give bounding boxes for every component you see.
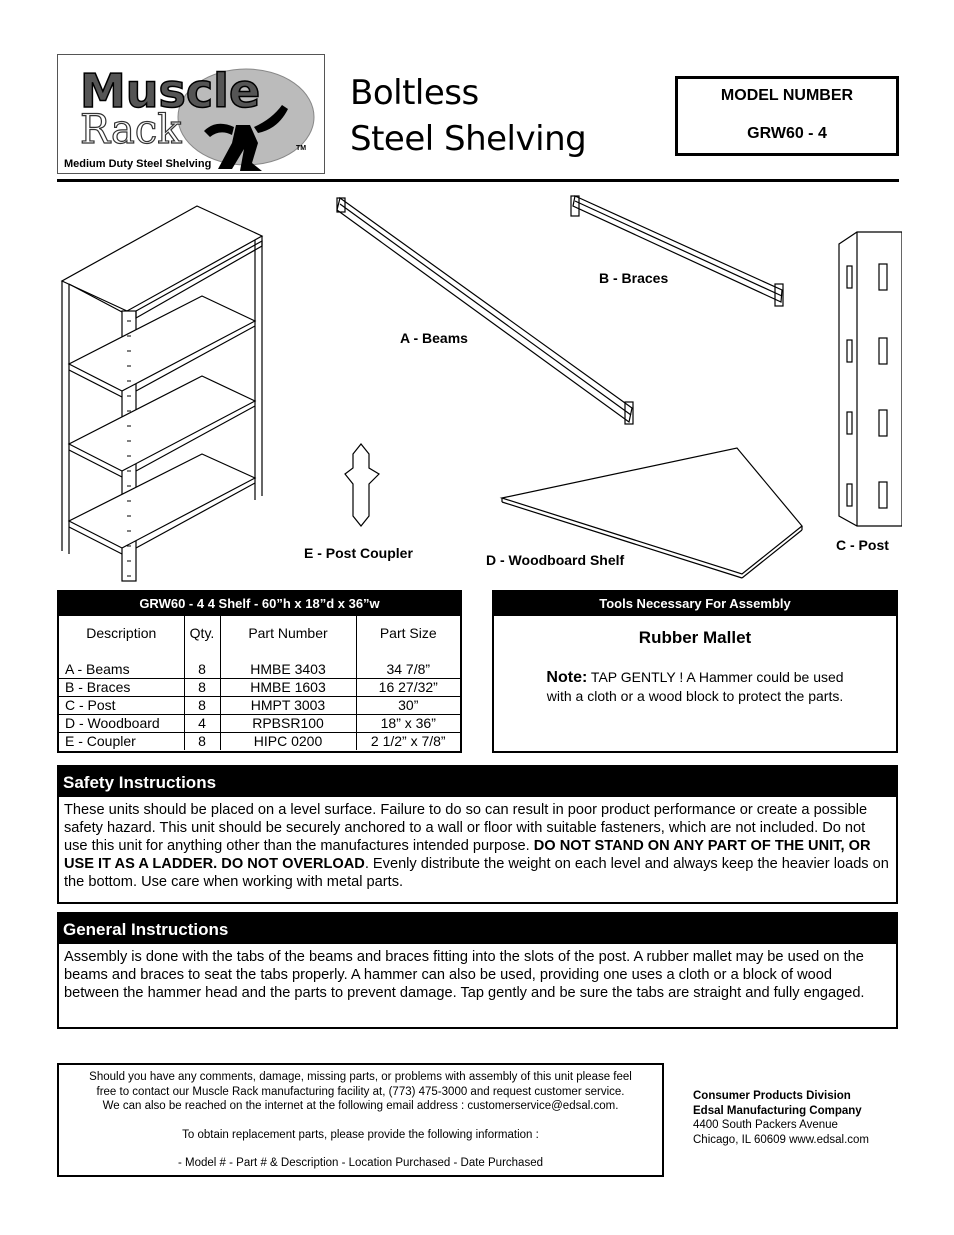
table-cell: 16 27/32”	[356, 678, 460, 696]
safety-text	[59, 797, 896, 891]
safety-text-part: These units should be placed on a level surface. Failure to do so can result in poor product performance or create a possible safety hazard. This unit should be securely anchored to a wall or floor with suitable fasteners, which are not included. Do not use this unit for anything other than the manufactures intended purpose.	[64, 802, 868, 854]
table-cell: 34 7/8”	[356, 660, 460, 678]
contact-line: To obtain replacement parts, please provide the following information :	[182, 1128, 539, 1141]
table-cell: RPBSR100	[220, 714, 356, 732]
table-cell: D - Woodboard	[59, 714, 184, 732]
table-cell: HMBE 1603	[220, 678, 356, 696]
shelving-unit-illustration	[62, 206, 262, 581]
contact-line: Should you have any comments, damage, missing parts, or problems with assembly of this unit please feel	[89, 1071, 632, 1083]
muscle-rack-logo-art	[58, 55, 326, 175]
general-text: Assembly is done with the tabs of the beams and braces fitting into the slots of the post. A rubber mallet may be used on the beams and braces to seat the tabs properly. A hammer can also be used, providing one uses a cloth or a block of wood between the hammer head and the parts to prevent damage. Tap gently and be sure the tabs are straight and fully engaged.	[64, 949, 865, 1001]
table-cell: C - Post	[59, 696, 184, 714]
svg-text:Rack: Rack	[80, 107, 182, 153]
label-post: C - Post	[836, 537, 889, 553]
model-value: GRW60 - 4	[747, 125, 827, 142]
company-address	[693, 1089, 869, 1147]
contact-line: We can also be reached on the internet at the following email address : customerservice@edsal.com.	[102, 1100, 619, 1112]
table-row	[59, 732, 460, 750]
safety-instructions	[57, 765, 898, 904]
table-row	[59, 660, 460, 678]
parts-diagram	[57, 186, 902, 586]
post-illustration	[839, 232, 902, 526]
table-cell: B - Braces	[59, 678, 184, 696]
tool-name: Rubber Mallet	[638, 628, 752, 647]
table-row	[59, 714, 460, 732]
table-cell: 8	[184, 678, 220, 696]
model-number-box	[675, 76, 899, 156]
general-instructions	[57, 912, 898, 1029]
beam-illustration	[337, 198, 633, 424]
safety-warning: DO NOT STAND ON ANY PART OF THE UNIT, OR USE IT AS A LADDER. DO NOT OVERLOAD	[64, 838, 871, 872]
column-header: Description	[59, 616, 184, 650]
address-company: Edsal Manufacturing Company	[693, 1104, 862, 1117]
table-row	[59, 696, 460, 714]
label-post-coupler: E - Post Coupler	[304, 545, 413, 561]
title-line-1: Boltless	[350, 73, 479, 113]
table-cell: 18” x 36”	[356, 714, 460, 732]
tools-note	[494, 668, 896, 706]
table-cell: HMPT 3003	[220, 696, 356, 714]
table-cell: HIPC 0200	[220, 732, 356, 750]
note-label: Note:	[546, 669, 588, 686]
general-title: General Instructions	[59, 914, 896, 944]
logo-tagline: Medium Duty Steel Shelving	[64, 158, 212, 170]
column-header: Part Number	[220, 616, 356, 650]
table-cell: A - Beams	[59, 660, 184, 678]
safety-title: Safety Instructions	[59, 767, 896, 797]
label-braces: B - Braces	[599, 270, 669, 286]
document-title	[350, 70, 586, 162]
parts-table-title: GRW60 - 4 4 Shelf - 60”h x 18”d x 36”w	[59, 592, 460, 616]
header-divider	[57, 179, 899, 182]
contact-line: free to contact our Muscle Rack manufacturing facility at, (773) 475-3000 and request customer service.	[96, 1085, 625, 1098]
address-street: 4400 South Packers Avenue	[693, 1119, 838, 1131]
table-row	[59, 678, 460, 696]
note-line-2: with a cloth or a wood block to protect the parts.	[546, 688, 844, 704]
safety-text-part: . Evenly distribute the weight on each level and always keep the heavier loads on the bottom. Use care when working with metal parts.	[64, 856, 889, 890]
contact-line: - Model # - Part # & Description - Location Purchased - Date Purchased	[178, 1157, 543, 1169]
column-header: Qty.	[184, 616, 220, 650]
post-coupler-illustration	[345, 444, 379, 526]
parts-table-grid	[59, 616, 460, 750]
address-division: Consumer Products Division	[693, 1090, 851, 1102]
svg-text:Muscle: Muscle	[80, 64, 261, 118]
address-city-web: Chicago, IL 60609 www.edsal.com	[693, 1133, 870, 1146]
label-woodboard: D - Woodboard Shelf	[486, 552, 625, 568]
table-cell: 2 1/2” x 7/8”	[370, 733, 446, 750]
table-cell: 4	[184, 714, 220, 732]
brace-illustration	[571, 196, 783, 306]
column-header: Part Size	[379, 625, 437, 641]
table-header-row	[59, 616, 460, 650]
table-cell: 8	[184, 660, 220, 678]
table-cell: 30”	[356, 696, 460, 714]
title-line-2: Steel Shelving	[350, 119, 587, 159]
table-cell: 8	[184, 732, 220, 750]
parts-table	[57, 590, 462, 753]
tools-box	[492, 590, 898, 753]
note-line-1: TAP GENTLY ! A Hammer could be used	[587, 669, 844, 685]
table-cell: E - Coupler	[59, 732, 184, 750]
contact-box	[57, 1063, 664, 1177]
svg-text:TM: TM	[296, 145, 307, 152]
tools-title: Tools Necessary For Assembly	[494, 592, 896, 616]
model-label: MODEL NUMBER	[720, 87, 854, 104]
table-cell: 8	[184, 696, 220, 714]
logo	[57, 54, 325, 174]
table-cell: HMBE 3403	[220, 660, 356, 678]
label-beams: A - Beams	[400, 330, 468, 346]
